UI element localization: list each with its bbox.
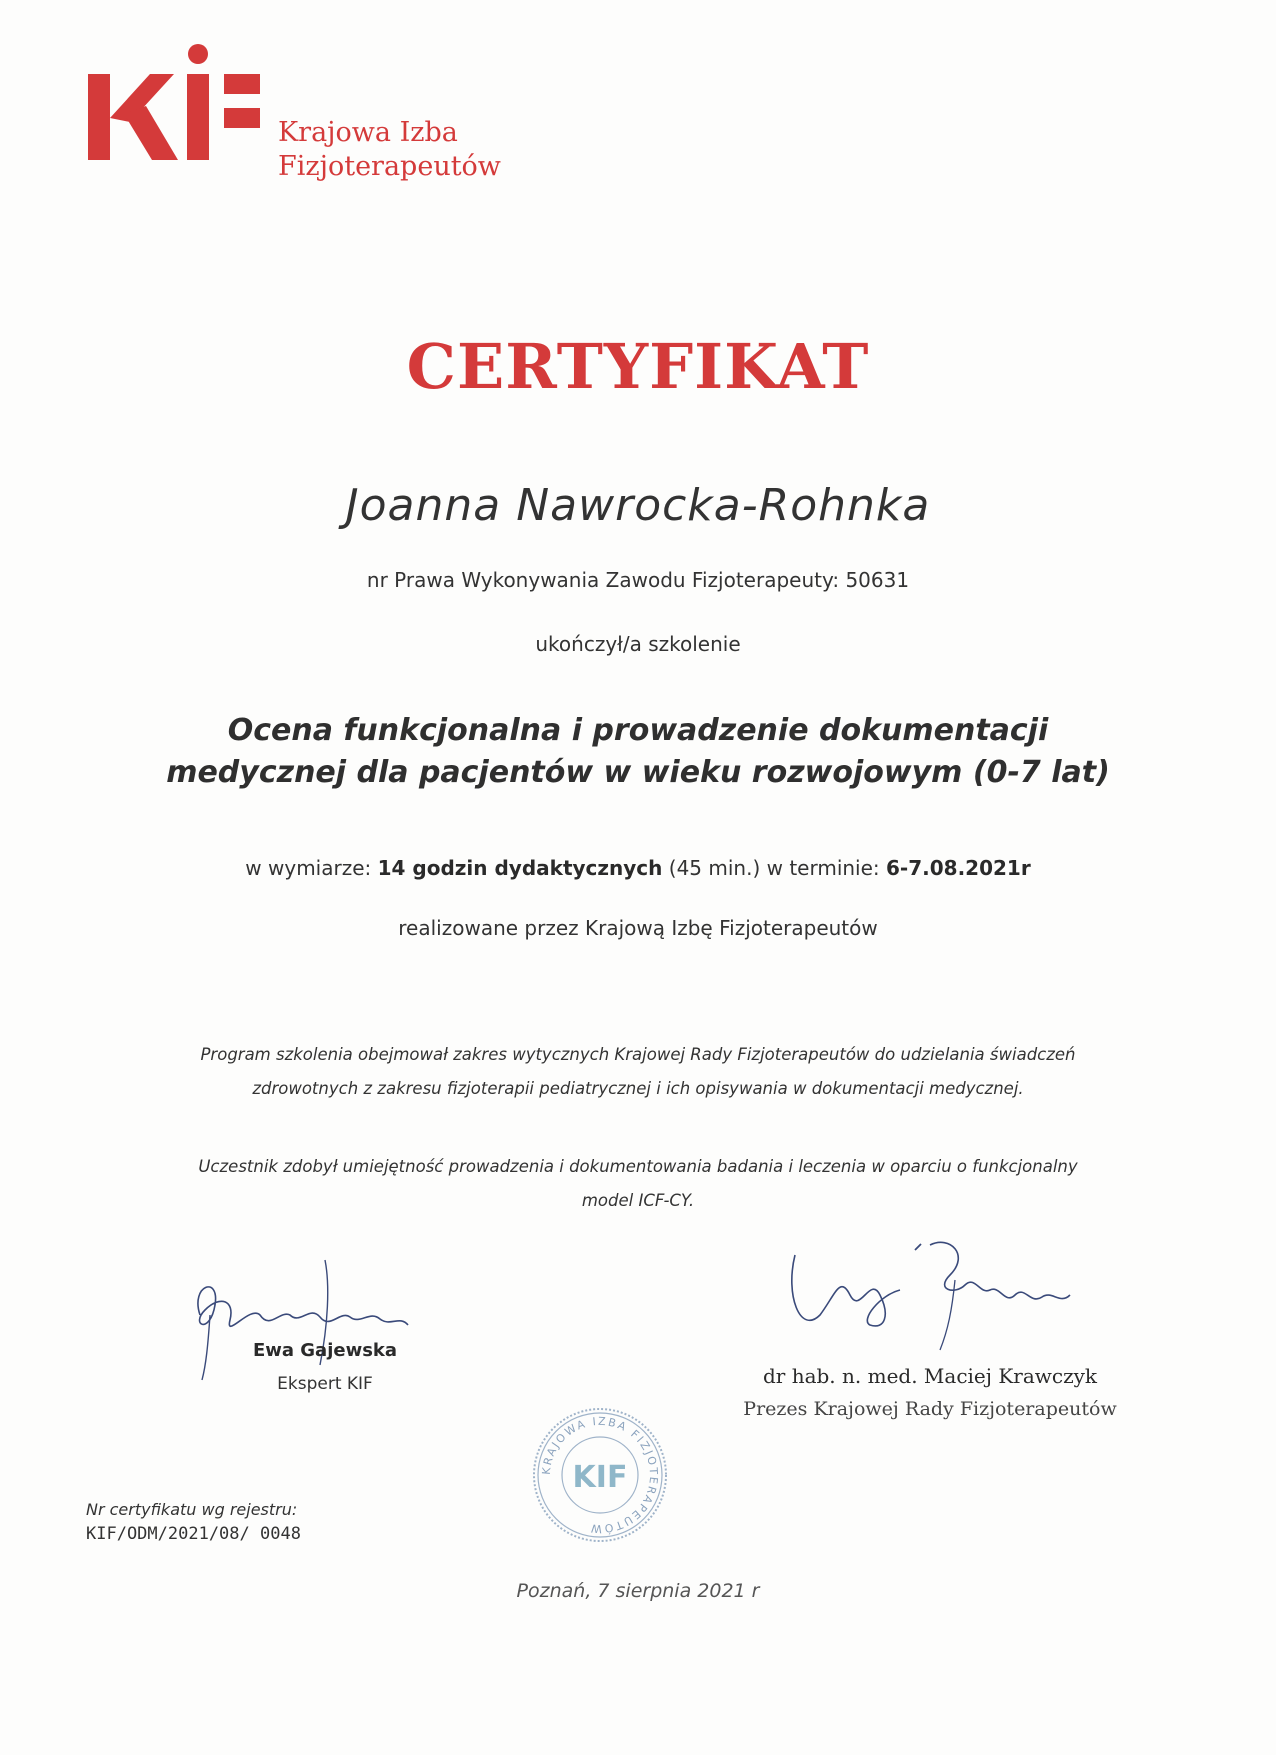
completed-text: ukończył/a szkolenie [535,632,741,656]
organization-name [278,116,501,184]
scope-prefix: w wymiarze: [245,856,372,880]
svg-text:KIF: KIF [572,1460,628,1495]
license-number: nr Prawa Wykonywania Zawodu Fizjoterapeuty: 50631 [366,568,910,592]
outcome-line1: Uczestnik zdobył umiejętność prowadzenia i dokumentowania badania i leczenia w oparciu o funkcjonalny [198,1157,1078,1176]
place-and-date: Poznań, 7 sierpnia 2021 r [516,1580,760,1602]
program-line1: Program szkolenia obejmował zakres wytycznych Krajowej Rady Fizjoterapeutów do udzielania świadczeń [200,1045,1076,1064]
organization-name-line1: Krajowa Izba [278,117,458,148]
right-signer-role: Prezes Krajowej Rady Fizjoterapeutów [743,1398,1117,1420]
realized-by: realizowane przez Krajową Izbę Fizjoterapeutów [398,916,878,940]
outcome-line2: model ICF-CY. [581,1191,695,1210]
program-line2: zdrowotnych z zakresu fizjoterapii pediatrycznej i ich opisywania w dokumentacji medycznej. [252,1079,1024,1098]
organization-name-line2: Fizjoterapeutów [278,151,501,182]
course-title [0,710,1276,794]
scope-hours: 14 godzin dydaktycznych [377,856,663,880]
left-signer-name: Ewa Gajewska [252,1340,398,1361]
course-title-line2: medycznej dla pacjentów w wieku rozwojowym (0-7 lat) [166,755,1110,790]
stamp-seal-icon [530,1405,670,1545]
scope-date: 6-7.08.2021r [886,856,1031,880]
outcome-description [0,1150,1276,1218]
svg-text:KRAJOWA IZBA FIZJOTERAPEUTÓW: KRAJOWA IZBA FIZJOTERAPEUTÓW [539,1414,661,1536]
recipient-name: Joanna Nawrocka-Rohnka [345,480,931,531]
course-scope [0,856,1276,880]
right-signer-name: dr hab. n. med. Maciej Krawczyk [762,1364,1098,1388]
scope-unit: (45 min.) w terminie: [668,856,880,880]
registry-label: Nr certyfikatu wg rejestru: [86,1500,298,1519]
course-title-line1: Ocena funkcjonalna i prowadzenie dokumentacji [227,713,1049,748]
certificate-title: CERTYFIKAT [406,330,870,403]
registry-number: KIF/ODM/2021/08/ 0048 [86,1524,301,1544]
left-signer-role: Ekspert KIF [277,1374,373,1394]
right-signature-scribble [780,1235,1080,1355]
program-description [0,1038,1276,1106]
